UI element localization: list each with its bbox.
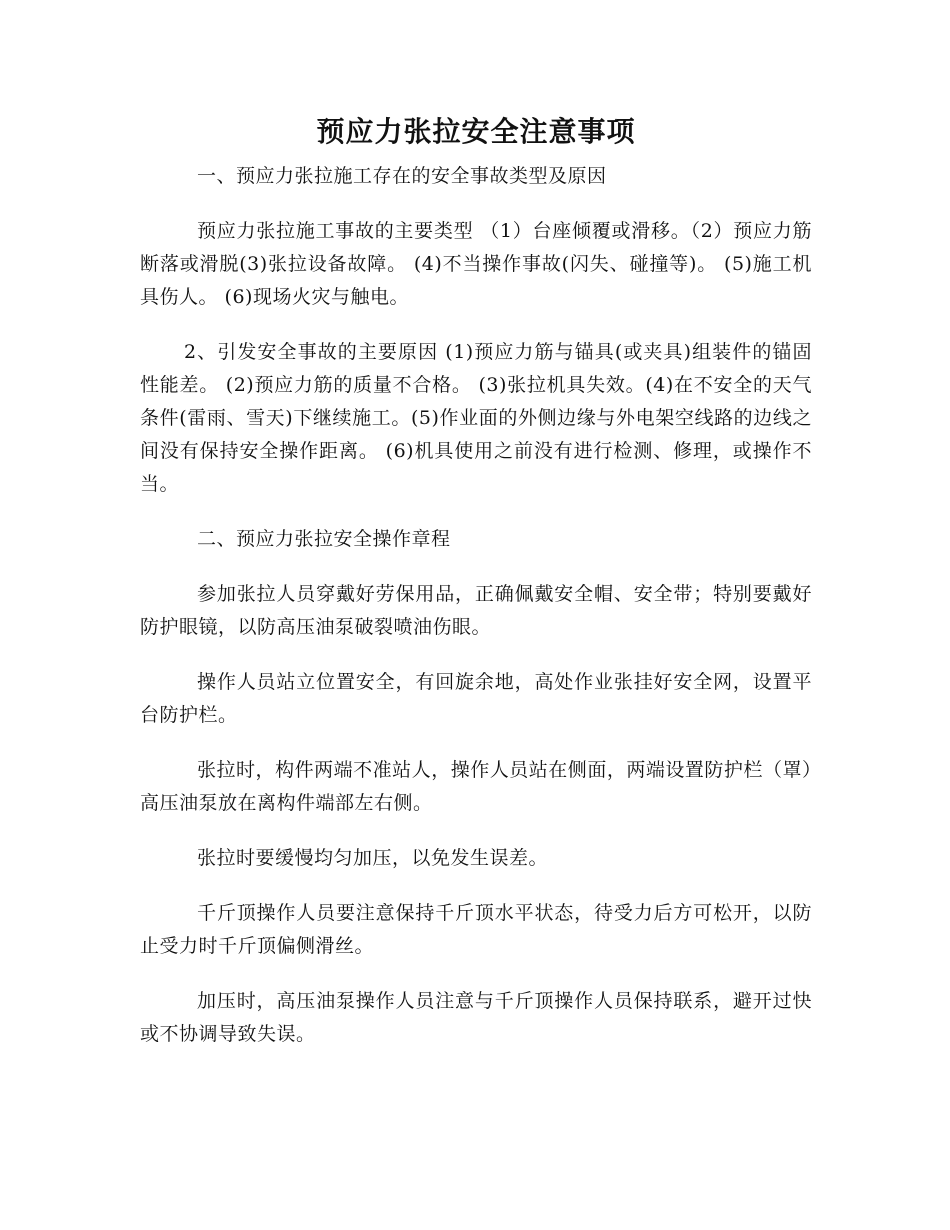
document-body [140, 108, 812, 1051]
paragraph: 操作人员站立位置安全，有回旋余地，高处作业张挂好安全网，设置平台防护栏。 [140, 671, 812, 726]
paragraph: 千斤顶操作人员要注意保持千斤顶水平状态，待受力后方可松开，以防止受力时千斤顶偏侧滑丝。 [140, 902, 812, 957]
section-heading: 一、预应力张拉施工存在的安全事故类型及原因 [197, 165, 607, 187]
paragraph: 预应力张拉施工事故的主要类型 （1）台座倾覆或滑移。（2）预应力筋断落或滑脱(3)张拉设备故障。 (4)不当操作事故(闪失、碰撞等)。 (5)施工机具伤人。 (6)现场火灾与触电。 [140, 220, 812, 308]
section-heading: 二、预应力张拉安全操作章程 [197, 528, 451, 550]
paragraph: 2、引发安全事故的主要原因 (1)预应力筋与锚具(或夹具)组装件的锚固性能差。 (2)预应力筋的质量不合格。 (3)张拉机具失效。(4)在不安全的天气条件(雷雨、雪天)下继续施工。(5)作业面的外侧边缘与外电架空线路的边线之间没有保持安全操作距离。 (6)机具使用之前没有进行检测、修理，或操作不当。 [140, 341, 812, 495]
paragraph: 张拉时要缓慢均匀加压，以免发生误差。 [197, 847, 549, 869]
document-title: 预应力张拉安全注意事项 [316, 115, 636, 148]
paragraph: 加压时，高压油泵操作人员注意与千斤顶操作人员保持联系，避开过快或不协调导致失误。 [140, 990, 812, 1045]
paragraph: 参加张拉人员穿戴好劳保用品，正确佩戴安全帽、安全带；特别要戴好防护眼镜，以防高压油泵破裂喷油伤眼。 [140, 583, 812, 638]
paragraph: 张拉时，构件两端不准站人，操作人员站在侧面，两端设置防护栏（罩）高压油泵放在离构件端部左右侧。 [140, 759, 812, 814]
